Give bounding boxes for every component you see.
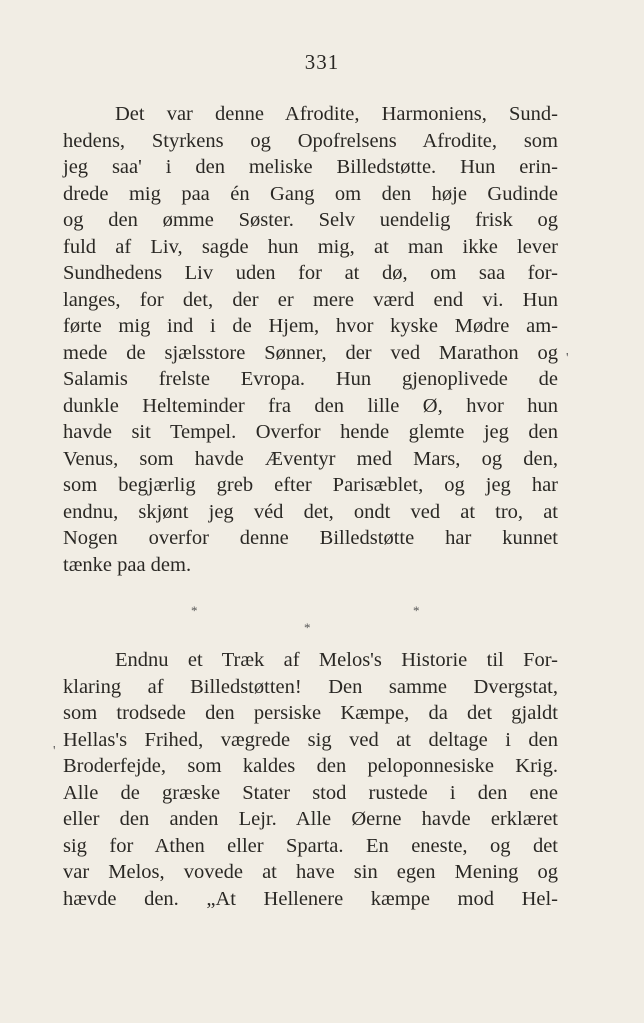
text-line: som trodsede den persiske Kæmpe, da det gjaldt <box>63 702 558 724</box>
text-line: eller den anden Lejr. Alle Øerne havde erklæret <box>63 808 558 830</box>
text-line: tænke paa dem. <box>63 553 192 576</box>
text-line: mede de sjælsstore Sønner, der ved Marathon og <box>63 341 558 364</box>
page-number: 331 <box>304 50 340 74</box>
text-line: hævde den. „At Hellenere kæmpe mod Hel- <box>63 887 558 910</box>
paragraph-1 <box>63 101 558 578</box>
asterisk-icon: * <box>191 603 198 618</box>
text-line: hedens, Styrkens og Opofrelsens Afrodite, som <box>63 129 558 152</box>
text-line: og den ømme Søster. Selv uendelig frisk og <box>63 209 558 231</box>
text-line: Broderfejde, som kaldes den peloponnesiske Krig. <box>63 755 558 777</box>
text-line: sig for Athen eller Sparta. En eneste, og det <box>63 834 558 857</box>
margin-mark: ' <box>53 744 56 759</box>
text-line: drede mig paa én Gang om den høje Gudinde <box>63 182 558 205</box>
text-line: Hellas's Frihed, vægrede sig ved at deltage i den <box>63 728 558 751</box>
text-line: endnu, skjønt jeg véd det, ondt ved at tro, at <box>63 500 558 523</box>
text-line: Det var denne Afrodite, Harmoniens, Sund- <box>115 103 558 125</box>
text-line: klaring af Billedstøtten! Den samme Dvergstat, <box>63 675 558 698</box>
section-separator <box>0 603 644 643</box>
text-line: som begjærlig greb efter Parisæblet, og jeg har <box>63 474 558 496</box>
asterisk-icon: * <box>413 603 420 618</box>
text-line: Alle de græske Stater stod rustede i den ene <box>63 781 558 804</box>
text-line: Sundhedens Liv uden for at dø, om saa for- <box>63 262 558 284</box>
text-line: var Melos, vovede at have sin egen Mening og <box>63 861 558 883</box>
text-line: Salamis frelste Evropa. Hun gjenoplivede de <box>63 368 558 390</box>
text-line: langes, for det, der er mere værd end vi. Hun <box>63 288 558 311</box>
text-line: Nogen overfor denne Billedstøtte har kunnet <box>63 527 558 549</box>
text-line: førte mig ind i de Hjem, hvor kyske Mødre am- <box>63 315 558 337</box>
text-line: Venus, som havde Æventyr med Mars, og den, <box>63 447 558 470</box>
text-line: havde sit Tempel. Overfor hende glemte jeg den <box>63 421 558 443</box>
text-line: Endnu et Træk af Melos's Historie til For- <box>115 649 558 671</box>
text-line: jeg saa' i den meliske Billedstøtte. Hun erin- <box>63 156 558 178</box>
paragraph-2 <box>63 647 558 912</box>
text-line: fuld af Liv, sagde hun mig, at man ikke lever <box>63 235 558 258</box>
text-line: dunkle Helteminder fra den lille Ø, hvor hun <box>63 394 558 417</box>
asterisk-icon: * <box>304 620 311 635</box>
margin-mark: ' <box>566 351 569 366</box>
